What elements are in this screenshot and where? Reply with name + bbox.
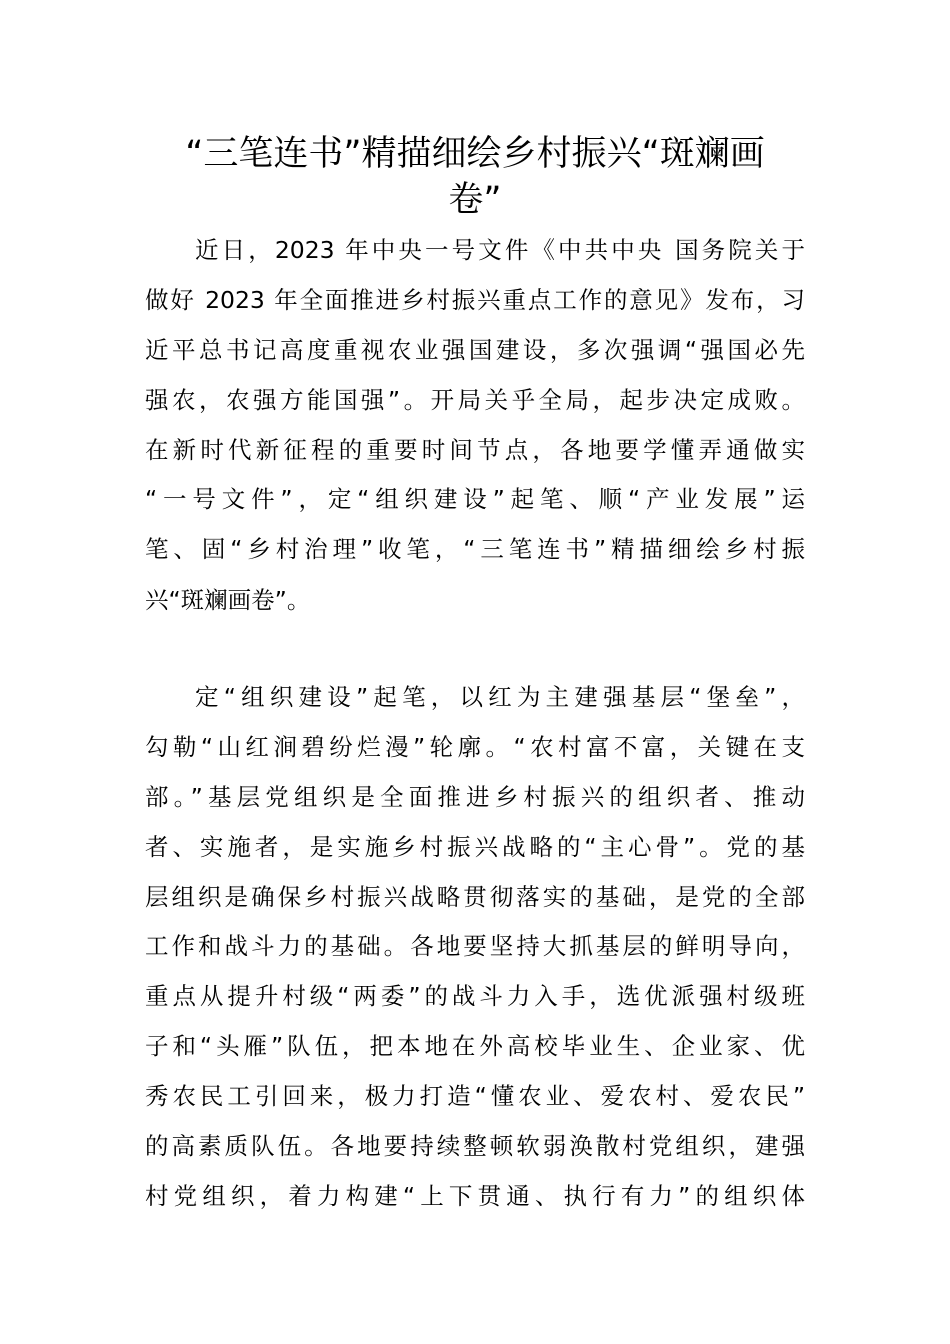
paragraph-line: 秀农民工引回来，极力打造“懂农业、爱农村、爱农民” xyxy=(145,1082,805,1110)
paragraph-line: 重点从提升村级“两委”的战斗力入手，选优派强村级班 xyxy=(145,982,805,1010)
paragraph-line: 者、实施者，是实施乡村振兴战略的“主心骨”。党的基 xyxy=(145,833,805,861)
paragraph-line: 子和“头雁”队伍，把本地在外高校毕业生、企业家、优 xyxy=(145,1032,805,1060)
paragraph-line: 做好 2023 年全面推进乡村振兴重点工作的意见》发布，习 xyxy=(145,286,805,314)
paragraph-line: 部。”基层党组织是全面推进乡村振兴的组织者、推动 xyxy=(145,783,805,811)
paragraph-line: 工作和战斗力的基础。各地要坚持大抓基层的鲜明导向， xyxy=(145,932,805,960)
paragraph-line: 勾勒“山红涧碧纷烂漫”轮廓。“农村富不富，关键在支 xyxy=(145,733,805,761)
document-title-line-1: “三笔连书”精描细绘乡村振兴“斑斓画 xyxy=(185,134,765,174)
document-title-line-2: 卷” xyxy=(448,180,502,220)
paragraph-line: 定“组织建设”起笔，以红为主建强基层“堡垒”， xyxy=(195,683,805,711)
paragraph-line: 笔、固“乡村治理”收笔，“三笔连书”精描细绘乡村振 xyxy=(145,535,805,563)
paragraph-line: 近平总书记高度重视农业强国建设，多次强调“强国必先 xyxy=(145,336,805,364)
paragraph-line: 层组织是确保乡村振兴战略贯彻落实的基础，是党的全部 xyxy=(145,883,805,911)
paragraph-line: “一号文件”，定“组织建设”起笔、顺“产业发展”运 xyxy=(145,485,805,513)
paragraph-line: 兴“斑斓画卷”。 xyxy=(145,586,311,614)
paragraph-line: 强农，农强方能国强”。开局关乎全局，起步决定成败。 xyxy=(145,386,805,414)
paragraph-line: 的高素质队伍。各地要持续整顿软弱涣散村党组织，建强 xyxy=(145,1132,805,1160)
paragraph-line: 村党组织，着力构建“上下贯通、执行有力”的组织体 xyxy=(145,1182,805,1210)
paragraph-line: 近日，2023 年中央一号文件《中共中央 国务院关于 xyxy=(195,236,805,264)
paragraph-line: 在新时代新征程的重要时间节点，各地要学懂弄通做实 xyxy=(145,436,805,464)
